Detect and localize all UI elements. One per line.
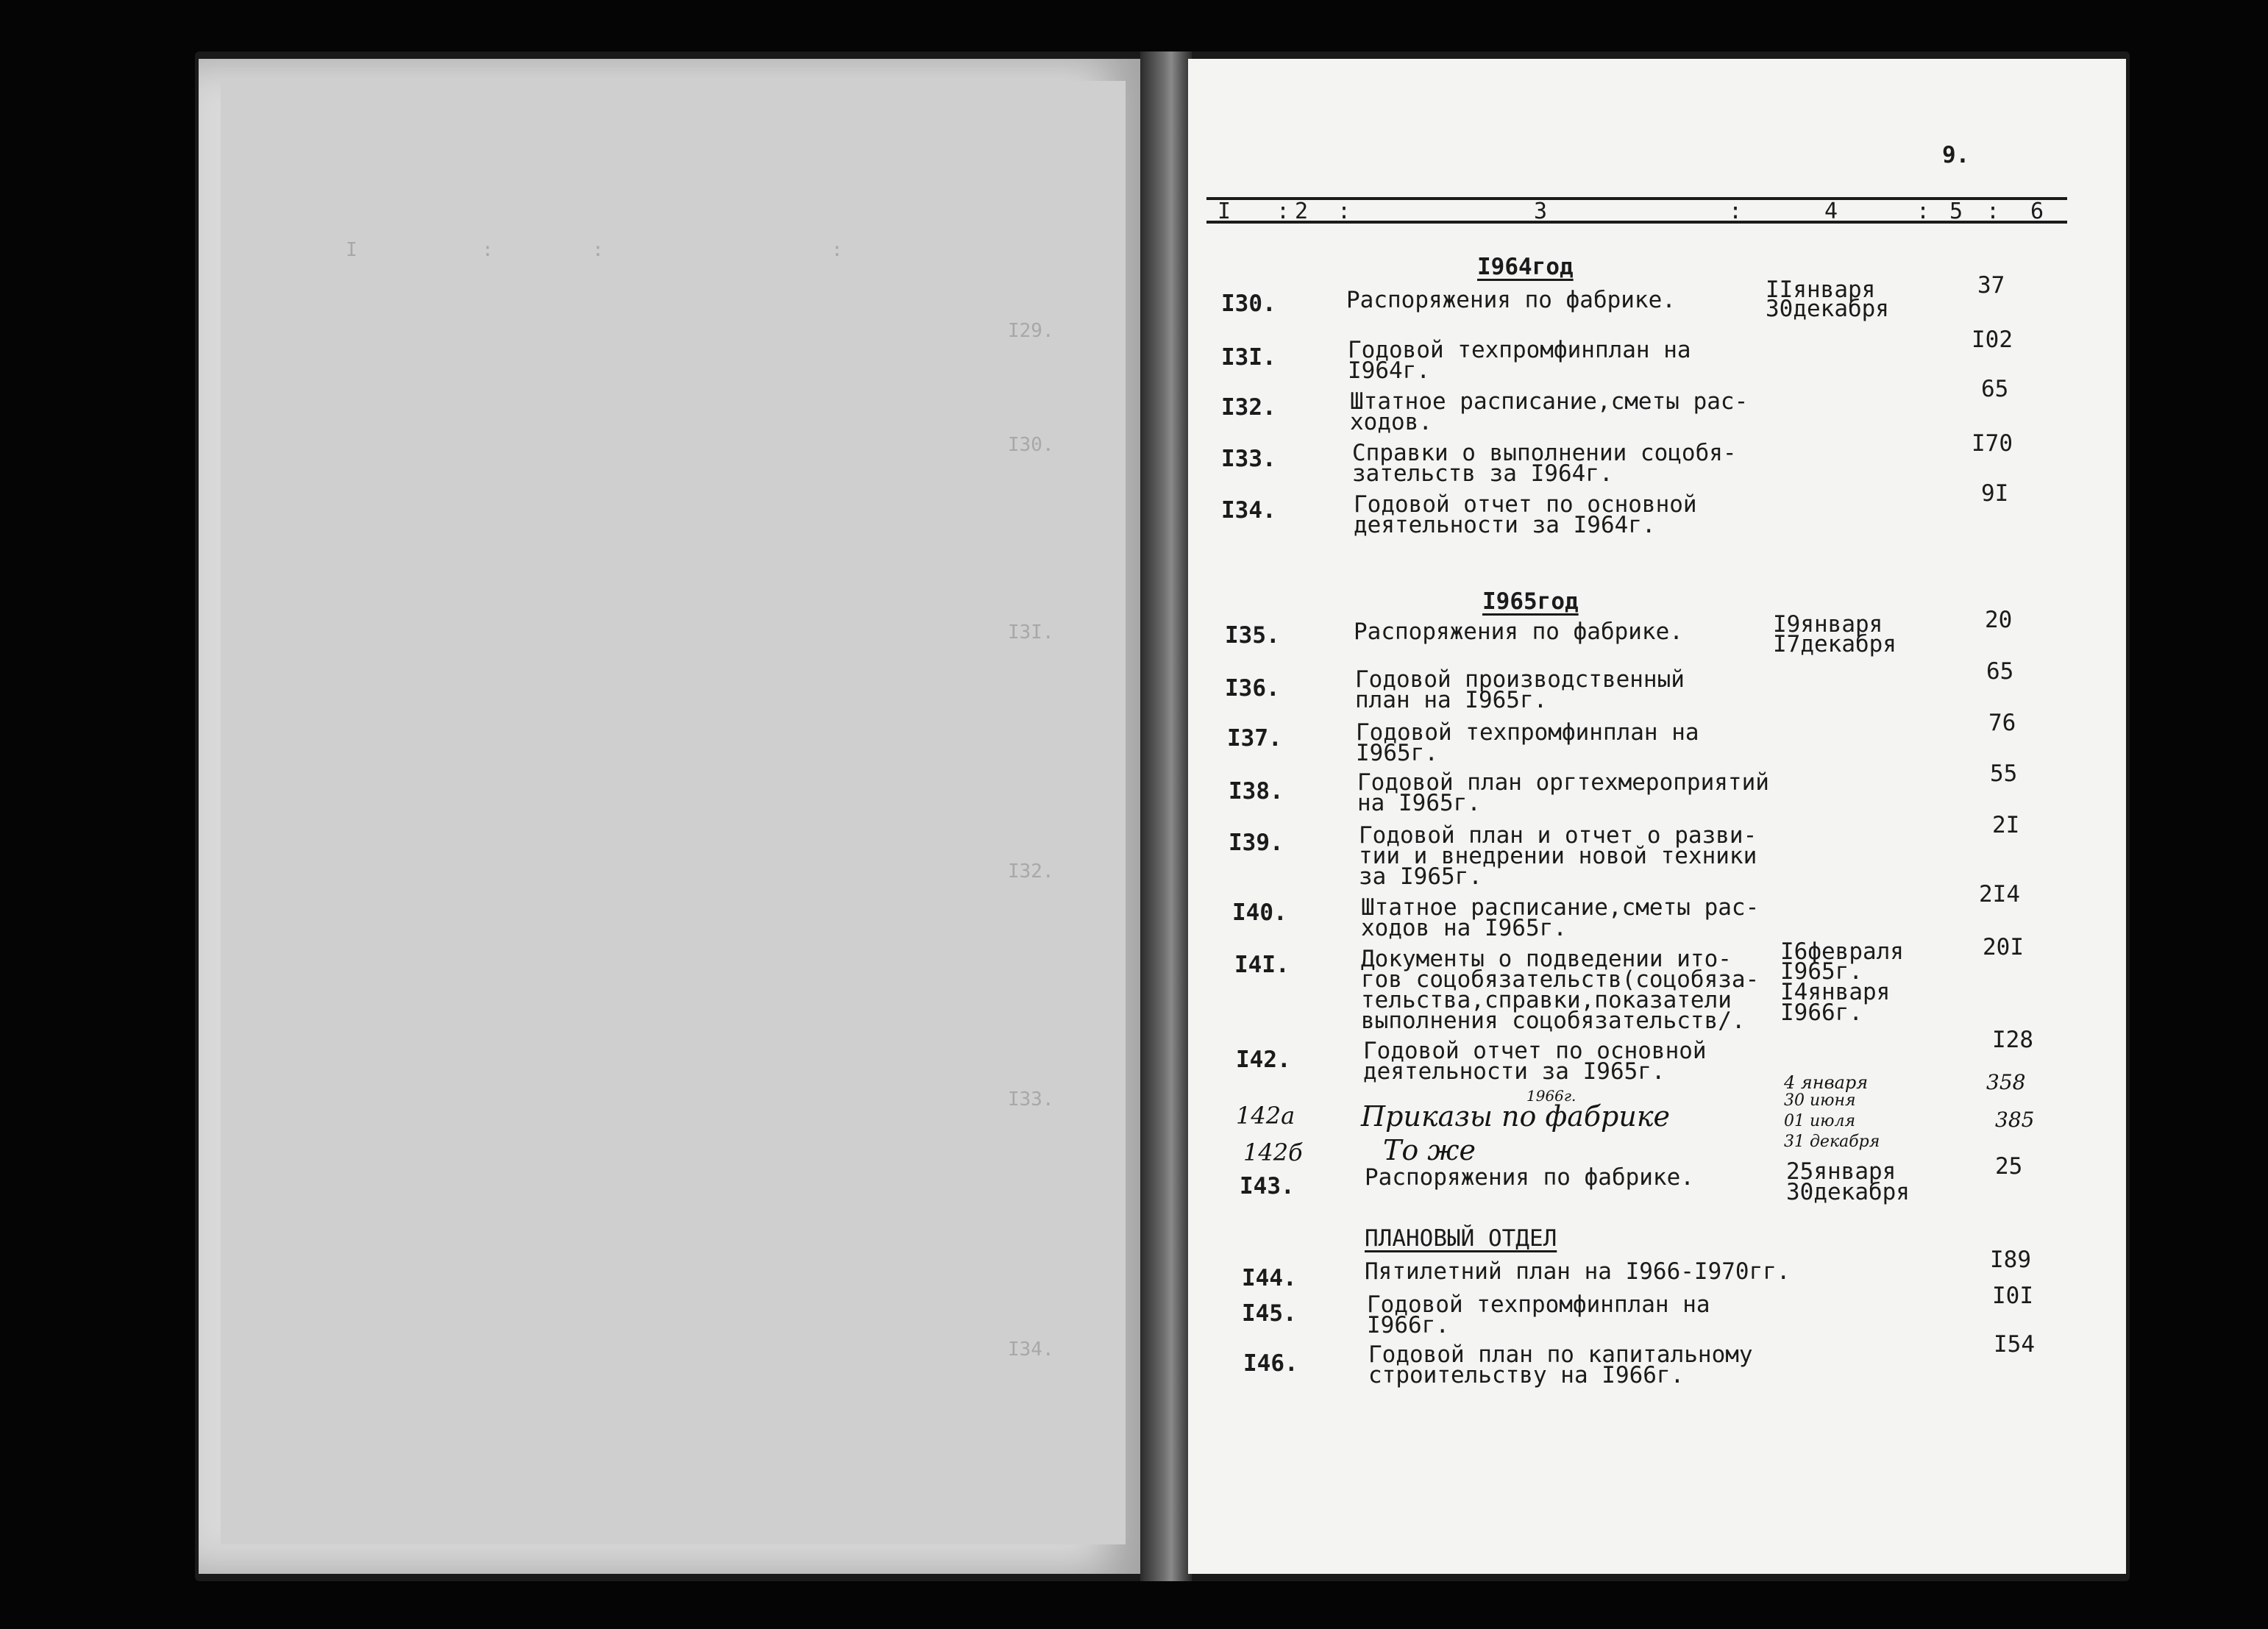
header-rule-top <box>1206 197 2067 200</box>
row-142b-date-start: 01 июля <box>1784 1112 1856 1130</box>
col-header-6: 6 <box>2030 199 2044 224</box>
row-141-date-3: I4января <box>1780 979 1891 1005</box>
row-146-sheets: I54 <box>1994 1331 2035 1358</box>
row-132-title-2: ходов. <box>1350 409 1432 435</box>
row-146-title-2: строительству на I966г. <box>1368 1362 1685 1389</box>
row-139-title-2: тии и внедрении новой техники <box>1359 843 1757 869</box>
row-131-sheets: I02 <box>1972 327 2013 353</box>
section-planning-dept: ПЛАНОВЫЙ ОТДЕЛ <box>1365 1225 1557 1252</box>
row-142-sheets: I28 <box>1992 1027 2033 1053</box>
row-133-title-2: зательств за I964г. <box>1352 460 1613 487</box>
row-138-title-1: Годовой план оргтехмероприятий <box>1357 769 1769 796</box>
row-133-title-1: Справки о выполнении соцобя- <box>1352 440 1737 466</box>
row-135-number: I35. <box>1225 622 1280 649</box>
left-ghost-num-5: I33. <box>1008 1088 1054 1111</box>
row-144-number: I44. <box>1242 1265 1297 1291</box>
row-140-sheets: 2I4 <box>1979 881 2020 908</box>
col-header-4: 4 <box>1824 199 1838 224</box>
row-131-title-2: I964г. <box>1348 357 1430 384</box>
row-137-number: I37. <box>1227 725 1282 752</box>
row-140-title-1: Штатное расписание,сметы рас- <box>1361 894 1760 921</box>
row-142b-date-end: 31 декабря <box>1784 1133 1880 1151</box>
row-134-title-1: Годовой отчет по основной <box>1354 491 1697 518</box>
left-ghost-header-2: : <box>482 239 494 261</box>
row-134-sheets: 9I <box>1981 480 2009 507</box>
row-142a-number: 142а <box>1236 1102 1295 1130</box>
page-number: 9. <box>1942 142 1970 168</box>
row-134-number: I34. <box>1221 497 1276 524</box>
row-146-number: I46. <box>1243 1350 1298 1377</box>
row-139-title-3: за I965г. <box>1359 863 1482 890</box>
row-142b-number: 142б <box>1243 1138 1303 1166</box>
row-142a-date-end: 30 июня <box>1784 1091 1856 1110</box>
row-139-number: I39. <box>1229 830 1284 856</box>
row-142a-title: Приказы по фабрике <box>1361 1100 1671 1133</box>
left-ghost-num-2: I30. <box>1008 434 1054 456</box>
row-135-sheets: 20 <box>1985 607 2013 633</box>
row-141-date-1: I6февраля <box>1780 938 1904 965</box>
row-141-title-4: выполнения соцобязательств/. <box>1361 1008 1746 1034</box>
row-142b-title: То же <box>1383 1134 1476 1166</box>
row-136-title-1: Годовой производственный <box>1355 666 1685 693</box>
left-ghost-header-4: : <box>831 239 843 261</box>
row-146-title-1: Годовой план по капитальному <box>1368 1341 1753 1368</box>
section-year-1965: I965год <box>1482 588 1579 615</box>
row-142-number: I42. <box>1236 1047 1291 1073</box>
row-143-sheets: 25 <box>1995 1153 2023 1180</box>
row-144-sheets: I89 <box>1990 1247 2031 1273</box>
row-143-date-start: 25января <box>1786 1158 1896 1185</box>
row-140-title-2: ходов на I965г. <box>1361 915 1567 941</box>
row-142a-date-start: 4 января <box>1784 1072 1869 1093</box>
row-137-title-2: I965г. <box>1356 740 1438 766</box>
col-header-5: 5 <box>1949 199 1963 224</box>
row-141-title-1: Документы о подведении ито- <box>1361 946 1732 972</box>
header-rule-bottom <box>1206 221 2067 224</box>
row-143-number: I43. <box>1240 1173 1295 1200</box>
col-header-sep-5: : <box>1986 199 2000 224</box>
col-header-3: 3 <box>1534 199 1548 224</box>
row-137-sheets: 76 <box>1988 710 2016 736</box>
row-130-date-end: 30декабря <box>1766 296 1889 322</box>
row-134-title-2: деятельности за I964г. <box>1354 512 1656 538</box>
row-145-title-2: I966г. <box>1367 1312 1449 1339</box>
row-139-sheets: 2I <box>1992 812 2020 838</box>
col-header-2: 2 <box>1295 199 1309 224</box>
left-ghost-num-6: I34. <box>1008 1339 1054 1361</box>
row-144-title: Пятилетний план на I966-I970гг. <box>1365 1258 1791 1285</box>
row-135-date-start: I9января <box>1773 611 1883 638</box>
left-ghost-num-1: I29. <box>1008 320 1054 342</box>
left-ghost-num-3: I3I. <box>1008 621 1054 644</box>
row-132-title-1: Штатное расписание,сметы рас- <box>1350 388 1749 415</box>
row-145-number: I45. <box>1242 1300 1297 1327</box>
row-132-sheets: 65 <box>1981 376 2009 402</box>
row-130-date-start: IIянваря <box>1766 277 1876 303</box>
row-142-title-2: деятельности за I965г. <box>1363 1058 1666 1085</box>
col-header-sep-1: : <box>1276 199 1290 224</box>
row-142-title-1: Годовой отчет по основной <box>1363 1038 1707 1064</box>
row-130-number: I30. <box>1221 290 1276 317</box>
row-133-number: I33. <box>1221 446 1276 472</box>
col-header-sep-3: : <box>1729 199 1743 224</box>
row-141-date-2: I965г. <box>1780 958 1863 985</box>
row-141-title-3: тельства,справки,показатели <box>1361 987 1732 1013</box>
left-ghost-header-1: I <box>346 239 358 261</box>
col-header-1: I <box>1217 199 1231 224</box>
left-ghost-header-3: : <box>592 239 604 261</box>
row-145-title-1: Годовой техпромфинплан на <box>1367 1291 1710 1318</box>
row-131-title-1: Годовой техпромфинплан на <box>1348 337 1691 363</box>
row-136-number: I36. <box>1225 675 1280 702</box>
row-130-title: Распоряжения по фабрике. <box>1346 287 1676 313</box>
row-135-title: Распоряжения по фабрике. <box>1354 619 1683 645</box>
row-142a-sheets: 358 <box>1986 1070 2026 1094</box>
row-138-sheets: 55 <box>1990 760 2018 787</box>
row-145-sheets: I0I <box>1992 1283 2033 1309</box>
row-141-date-4: I966г. <box>1780 999 1863 1026</box>
section-year-1964: I964год <box>1477 254 1574 280</box>
row-133-sheets: I70 <box>1972 430 2013 457</box>
row-139-title-1: Годовой план и отчет о разви- <box>1359 822 1757 849</box>
row-141-title-2: гов соцобязательств(соцобяза- <box>1361 966 1760 993</box>
row-135-date-end: I7декабря <box>1773 631 1896 657</box>
row-137-title-1: Годовой техпромфинплан на <box>1356 719 1699 746</box>
row-141-number: I4I. <box>1234 952 1290 978</box>
row-142a-year: 1966г. <box>1526 1087 1576 1105</box>
left-ghost-num-4: I32. <box>1008 860 1054 883</box>
row-141-sheets: 20I <box>1983 934 2024 960</box>
row-136-title-2: план на I965г. <box>1355 687 1548 713</box>
row-132-number: I32. <box>1221 394 1276 421</box>
col-header-sep-4: : <box>1916 199 1930 224</box>
row-131-number: I3I. <box>1221 344 1276 371</box>
row-140-number: I40. <box>1232 899 1287 926</box>
left-page-inner <box>221 81 1126 1544</box>
row-138-title-2: на I965г. <box>1357 790 1481 816</box>
row-142b-sheets: 385 <box>1995 1108 2035 1132</box>
row-138-number: I38. <box>1229 778 1284 805</box>
row-130-sheets: 37 <box>1977 272 2005 299</box>
book-gutter <box>1140 51 1192 1581</box>
left-page <box>199 59 1140 1574</box>
row-143-date-end: 30декабря <box>1786 1179 1910 1205</box>
row-143-title: Распоряжения по фабрике. <box>1365 1164 1694 1191</box>
row-136-sheets: 65 <box>1986 658 2014 685</box>
col-header-sep-2: : <box>1337 199 1351 224</box>
